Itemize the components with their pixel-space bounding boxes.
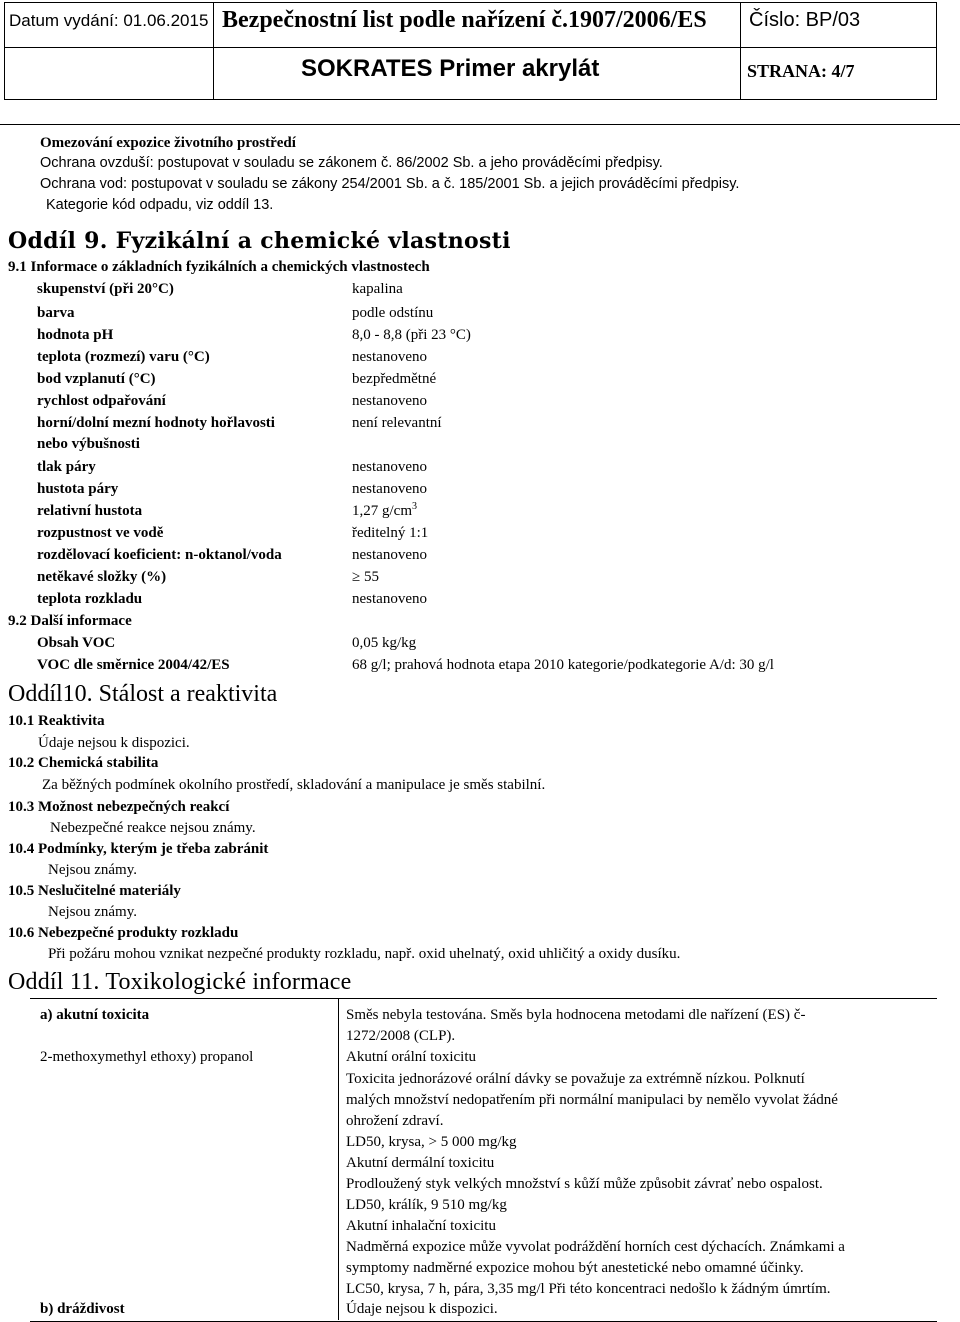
section-10-2-text: Za běžných podmínek okolního prostředí, skladování a manipulace je směs stabilní. (42, 777, 546, 793)
section-10-6-text: Při požáru mohou vznikat nezpečné produkty rozkladu, např. oxid uhelnatý, oxid uhličitý a oxidy dusíku. (48, 946, 681, 962)
property-label: barva (37, 305, 75, 321)
property-label: teplota rozkladu (37, 591, 143, 607)
property-value: podle odstínu (352, 305, 434, 321)
page-number: STRANA: 4/7 (747, 61, 855, 81)
property-label: horní/dolní mezní hodnoty hořlavosti (37, 415, 275, 431)
property-value: nestanoveno (352, 459, 427, 475)
voc-label: Obsah VOC (37, 635, 116, 651)
section-10-6-heading: 10.6 Nebezpečné produkty rozkladu (8, 925, 239, 941)
property-label: relativní hustota (37, 503, 143, 519)
property-label: skupenství (při 20°C) (37, 281, 174, 297)
tox-line: 1272/2008 (CLP). (346, 1028, 456, 1044)
toxicology-column-divider (338, 998, 339, 1320)
tox-line: ohrožení zdraví. (346, 1113, 444, 1129)
section-11-title: Oddíl 11. Toxikologické informace (8, 969, 352, 995)
property-value: není relevantní (352, 415, 442, 431)
tox-line: Toxicita jednorázové orální dávky se považuje za extrémně nízkou. Polknutí (346, 1071, 805, 1087)
section-10-3-heading: 10.3 Možnost nebezpečných reakcí (8, 799, 230, 815)
section-10-4-heading: 10.4 Podmínky, kterým je třeba zabránit (8, 841, 269, 857)
tox-line: Akutní dermální toxicitu (346, 1155, 495, 1171)
property-label: netěkavé složky (%) (37, 569, 167, 585)
property-value: 8,0 - 8,8 (při 23 °C) (352, 327, 471, 343)
property-value: ≥ 55 (352, 569, 379, 585)
header-date-cell (5, 3, 214, 48)
tox-line: LD50, krysa, > 5 000 mg/kg (346, 1134, 517, 1150)
section-10-5-heading: 10.5 Neslučitelné materiály (8, 883, 181, 899)
tox-line: malých množství nedopatřením při normální manipulaci by nemělo vyvolat žádné (346, 1092, 838, 1108)
section-9-1-heading: 9.1 Informace o základních fyzikálních a chemických vlastnostech (8, 259, 430, 275)
section-10-3-text: Nebezpečné reakce nejsou známy. (50, 820, 256, 836)
property-value: nestanoveno (352, 393, 427, 409)
property-value: kapalina (352, 281, 403, 297)
property-label-continued: nebo výbušnosti (37, 436, 140, 452)
section-9-2-heading: 9.2 Další informace (8, 613, 132, 629)
tox-line: LD50, králík, 9 510 mg/kg (346, 1197, 507, 1213)
document-number: Číslo: BP/03 (749, 9, 861, 31)
tox-line: Akutní orální toxicitu (346, 1049, 476, 1065)
tox-line: symptomy nadměrné expozice mohou být anestetické nebo omamné účinky. (346, 1260, 804, 1276)
irritation-label: b) dráždivost (40, 1301, 125, 1317)
property-value (352, 502, 417, 520)
acute-toxicity-label: a) akutní toxicita (40, 1007, 150, 1023)
property-label: rozpustnost ve vodě (37, 525, 164, 541)
property-label: bod vzplanutí (°C) (37, 371, 156, 387)
tox-line: LC50, krysa, 7 h, pára, 3,35 mg/l Při této koncentraci nedošlo k žádným úmrtím. (346, 1281, 831, 1297)
substance-name: 2-methoxymethyl ethoxy) propanol (40, 1049, 254, 1065)
section-10-4-text: Nejsou známy. (48, 862, 138, 878)
section-9-title: Oddíl 9. Fyzikální a chemické vlastnosti (8, 228, 511, 254)
property-label: hodnota pH (37, 327, 114, 343)
section-10-2-heading: 10.2 Chemická stabilita (8, 755, 159, 771)
tox-line: Směs nebyla testována. Směs byla hodnocena metodami dle nařízení (ES) č- (346, 1007, 806, 1023)
divider (0, 124, 960, 125)
env-line: Kategorie kód odpadu, viz oddíl 13. (46, 197, 274, 213)
property-value: nestanoveno (352, 591, 427, 607)
property-label: rozdělovací koeficient: n-oktanol/voda (37, 547, 282, 563)
density-exponent: 3 (412, 501, 417, 512)
document-header (4, 2, 937, 100)
tox-line: Údaje nejsou k dispozici. (346, 1301, 498, 1317)
property-label: teplota (rozmezí) varu (°C) (37, 349, 210, 365)
voc-label: VOC dle směrnice 2004/42/ES (37, 657, 230, 673)
voc-value: 0,05 kg/kg (352, 635, 417, 651)
property-value: nestanoveno (352, 547, 427, 563)
issue-date: Datum vydání: 01.06.2015 (9, 11, 209, 30)
section-10-1-text: Údaje nejsou k dispozici. (38, 735, 190, 751)
env-line: Ochrana vod: postupovat v souladu se zákony 254/2001 Sb. a č. 185/2001 Sb. a jejich prováděcími předpisy. (40, 176, 740, 192)
env-heading: Omezování expozice životního prostředí (40, 135, 296, 151)
tox-line: Akutní inhalační toxicitu (346, 1218, 496, 1234)
voc-value: 68 g/l; prahová hodnota etapa 2010 kategorie/podkategorie A/d: 30 g/l (352, 657, 774, 673)
document-title: Bezpečnostní list podle nařízení č.1907/2006/ES (222, 7, 707, 33)
property-label: tlak páry (37, 459, 96, 475)
property-label: rychlost odpařování (37, 393, 166, 409)
property-value: nestanoveno (352, 349, 427, 365)
header-title-cell (214, 3, 741, 48)
property-value: nestanoveno (352, 481, 427, 497)
tox-line: Prodloužený styk velkých množství s kůží může způsobit závrať nebo ospalost. (346, 1176, 823, 1192)
property-value: bezpředmětné (352, 371, 437, 387)
section-10-5-text: Nejsou známy. (48, 904, 138, 920)
header-number-cell (741, 3, 936, 48)
env-line: Ochrana ovzduší: postupovat v souladu se zákonem č. 86/2002 Sb. a jeho prováděcími předpisy. (40, 155, 663, 171)
section-10-title: Oddíl10. Stálost a reaktivita (8, 681, 278, 707)
product-name: SOKRATES Primer akrylát (301, 55, 600, 82)
section-10-1-heading: 10.1 Reaktivita (8, 713, 105, 729)
property-value: ředitelný 1:1 (352, 525, 429, 541)
density-value: 1,27 g/cm (352, 503, 412, 519)
property-label: hustota páry (37, 481, 119, 497)
header-empty-cell (5, 48, 214, 99)
tox-line: Nadměrná expozice může vyvolat podráždění horních cest dýchacích. Známkami a (346, 1239, 845, 1255)
